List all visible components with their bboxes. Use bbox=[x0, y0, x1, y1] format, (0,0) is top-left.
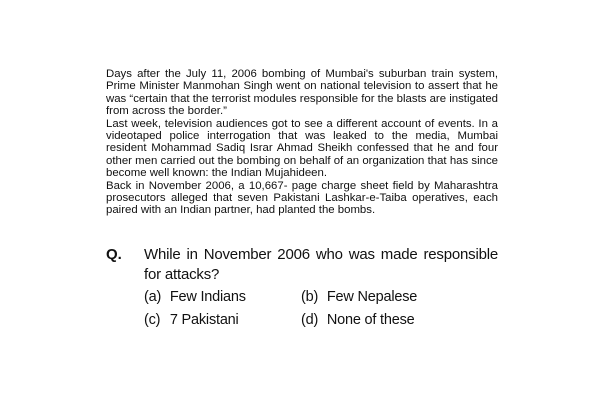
option-d-text: None of these bbox=[326, 312, 415, 328]
option-a[interactable] bbox=[144, 287, 301, 307]
question-text: While in November 2006 who was made responsible for attacks? bbox=[144, 246, 498, 283]
option-c-text: 7 Pakistani bbox=[169, 312, 239, 328]
passage-paragraph-1: Days after the July 11, 2006 bombing of Mumbai's suburban train system, Prime Minister Manmohan Singh went on national television to assert that he was “certain that the terrorist modules responsible for the blasts are instigated from across the border.” bbox=[106, 68, 498, 118]
option-c[interactable] bbox=[144, 310, 301, 330]
question-block bbox=[106, 245, 498, 330]
passage-paragraph-3: Back in November 2006, a 10,667- page charge sheet field by Maharashtra prosecutors alleged that seven Pakistani Lashkar-e-Taiba operatives, each paired with an Indian partner, had planted the bombs. bbox=[106, 179, 498, 217]
option-b-text: Few Nepalese bbox=[326, 289, 418, 305]
option-c-key: (c) bbox=[144, 312, 161, 328]
option-a-text: Few Indians bbox=[169, 289, 246, 305]
option-b-key: (b) bbox=[301, 289, 319, 305]
question-label: Q. bbox=[106, 246, 122, 263]
passage-paragraph-2: Last week, television audiences got to see a different account of events. In a videotaped police interrogation that was leaked to the media, Mumbai resident Mohammad Sadiq Israr Ahmad Sheikh confessed that he and four other men carried out the bombing on behalf of an organization that has since become well known: the Indian Mujahideen. bbox=[106, 117, 498, 180]
answer-options bbox=[144, 287, 498, 330]
option-b[interactable] bbox=[301, 287, 461, 307]
reading-passage bbox=[106, 68, 498, 217]
option-d[interactable] bbox=[301, 310, 461, 330]
option-a-key: (a) bbox=[144, 289, 162, 305]
option-d-key: (d) bbox=[301, 312, 319, 328]
question-row bbox=[106, 245, 498, 285]
